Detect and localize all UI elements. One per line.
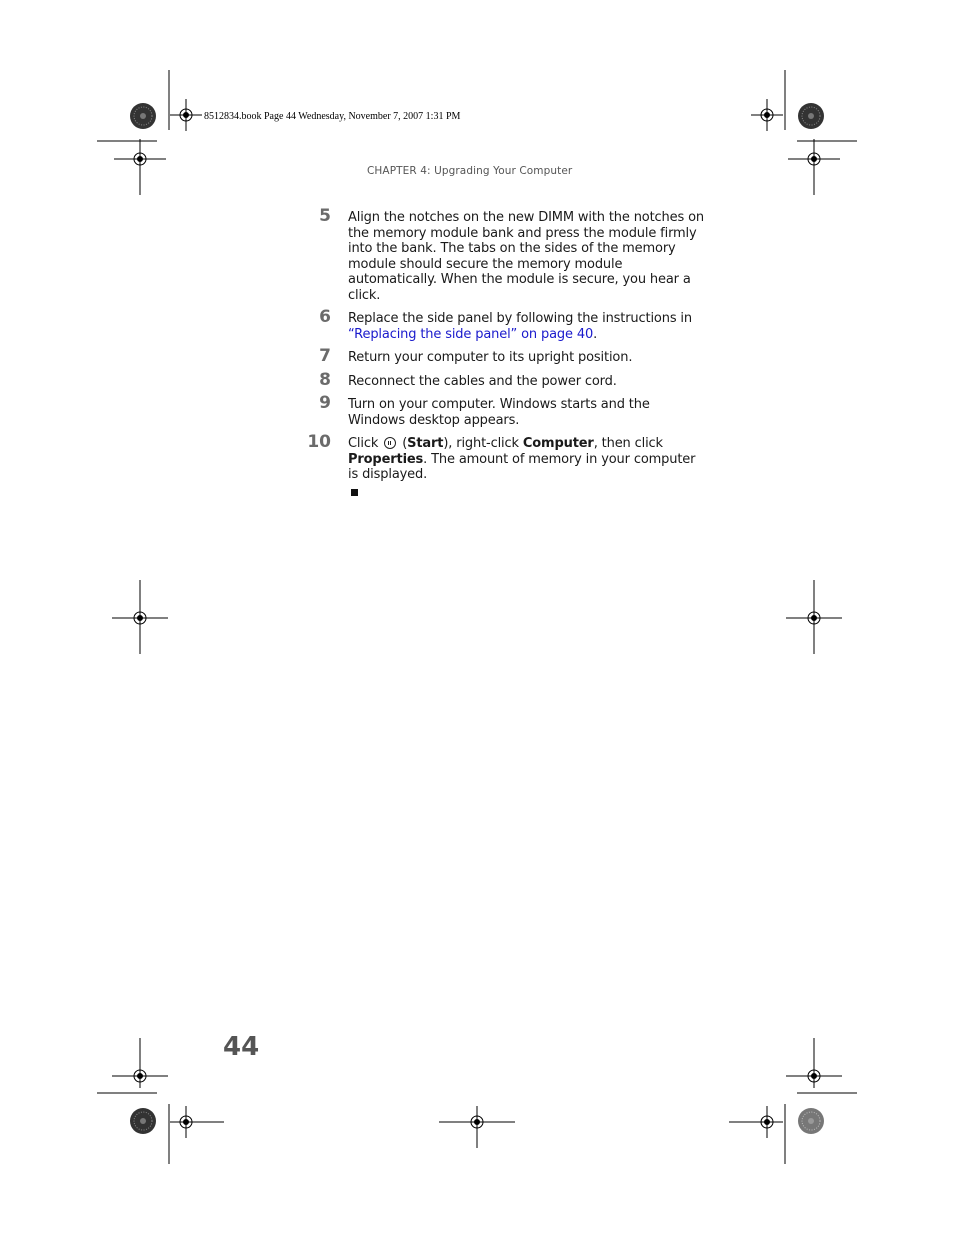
computer-label: Computer (522, 436, 594, 451)
click-text: Click (348, 436, 383, 451)
step-number: 9 (319, 393, 331, 413)
step-text-before: Replace the side panel by following the instructions in (348, 311, 692, 326)
right-click-text: ), right-click (443, 436, 523, 451)
step-text: Align the notches on the new DIMM with the notches on the memory module bank and press the module firmly into the bank. The tabs on the sides of the memory module should secure the memory module automatically. When the module is secure, you hear a click. (348, 210, 704, 303)
step-number: 8 (319, 370, 331, 390)
rest-text: . The amount of memory in your computer is displayed. (348, 451, 696, 483)
step-text: Turn on your computer. Windows starts and the Windows desktop appears. (348, 397, 650, 428)
cross-reference-link[interactable]: “Replacing the side panel” on page 40 (348, 326, 594, 342)
then-click-text: , then click (593, 436, 663, 451)
step-number: 7 (319, 346, 331, 366)
registration-mark (112, 99, 842, 1148)
open-paren: ( (398, 436, 408, 451)
step-number: 5 (319, 206, 331, 226)
star-target (130, 103, 824, 1134)
print-slug: 8512834.book Page 44 Wednesday, November 7, 2007 1:31 PM (204, 111, 461, 122)
running-head: CHAPTER 4: Upgrading Your Computer (367, 165, 573, 177)
step-text-after: . (593, 326, 598, 342)
step-text: Return your computer to its upright position. (348, 350, 633, 365)
start-label: Start (407, 436, 444, 451)
step-number: 6 (319, 307, 331, 327)
step-number: 10 (307, 432, 331, 452)
page-number: 44 (223, 1032, 260, 1062)
step-text: Reconnect the cables and the power cord. (348, 374, 617, 389)
properties-label: Properties (348, 451, 424, 467)
